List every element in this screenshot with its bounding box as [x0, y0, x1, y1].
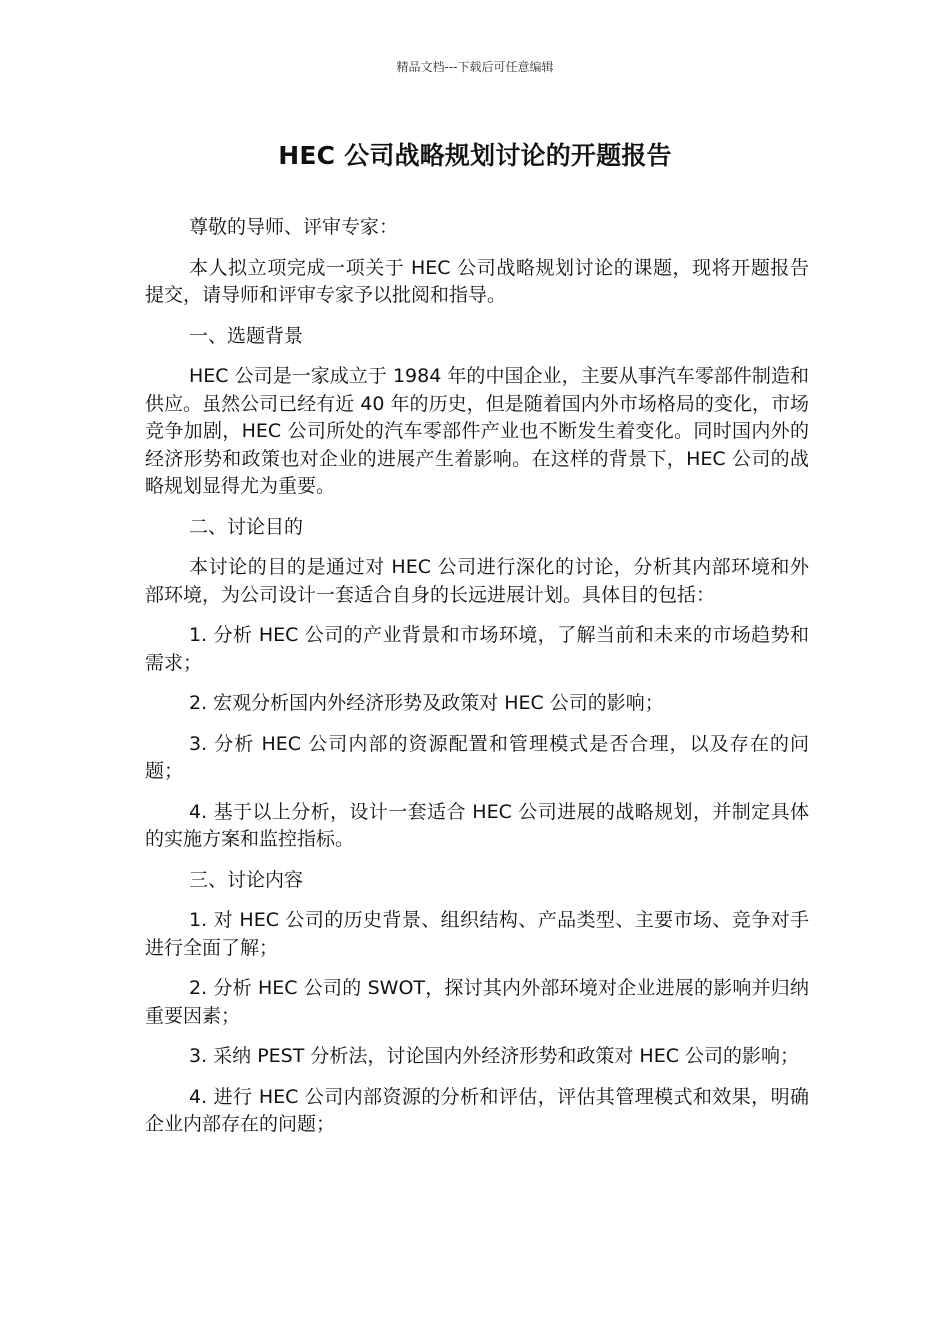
content-item-3: 3. 采纳 PEST 分析法，讨论国内外经济形势和政策对 HEC 公司的影响； [189, 1045, 800, 1067]
purpose-item-1: 1. 分析 HEC 公司的产业背景和市场环境，了解当前和未来的市场趋势和需求； [145, 624, 809, 674]
salutation: 尊敬的导师、评审专家： [189, 216, 399, 238]
content-item-4: 4. 进行 HEC 公司内部资源的分析和评估，评估其管理模式和效果，明确企业内部存在的问题； [145, 1085, 809, 1135]
intro-paragraph: 本人拟立项完成一项关于 HEC 公司战略规划讨论的课题，现将开题报告提交，请导师和评审专家予以批阅和指导。 [145, 256, 809, 306]
header-note: 精品文档---下载后可任意编辑 [396, 60, 554, 74]
section-heading-purpose: 二、讨论目的 [189, 515, 304, 538]
page-title: HEC 公司战略规划讨论的开题报告 [278, 141, 672, 170]
content-item-1: 1. 对 HEC 公司的历史背景、组织结构、产品类型、主要市场、竞争对手进行全面了解； [145, 909, 809, 959]
content-item-2: 2. 分析 HEC 公司的 SWOT，探讨其内外部环境对企业进展的影响并归纳重要因素； [145, 977, 809, 1027]
purpose-item-2: 2. 宏观分析国内外经济形势及政策对 HEC 公司的影响； [189, 692, 664, 714]
section-heading-background: 一、选题背景 [189, 324, 304, 347]
section-heading-content: 三、讨论内容 [189, 868, 304, 891]
document-body [145, 214, 809, 1152]
purpose-paragraph: 本讨论的目的是通过对 HEC 公司进行深化的讨论，分析其内部环境和外部环境，为公司设计一套适合自身的长远进展计划。具体目的包括： [145, 556, 809, 606]
purpose-item-4: 4. 基于以上分析，设计一套适合 HEC 公司进展的战略规划，并制定具体的实施方案和监控指标。 [145, 800, 809, 850]
purpose-item-3: 3. 分析 HEC 公司内部的资源配置和管理模式是否合理，以及存在的问题； [145, 732, 809, 782]
background-paragraph: HEC 公司是一家成立于 1984 年的中国企业，主要从事汽车零部件制造和供应。虽然公司已经有近 40 年的历史，但是随着国内外市场格局的变化，市场竞争加剧，HEC 公司所处的汽车零部件产业也不断发生着变化。同时国内外的经济形势和政策也对企业的进展产生着影响。在这样的背景下，HEC 公司的战略规划显得尤为重要。 [145, 365, 809, 497]
